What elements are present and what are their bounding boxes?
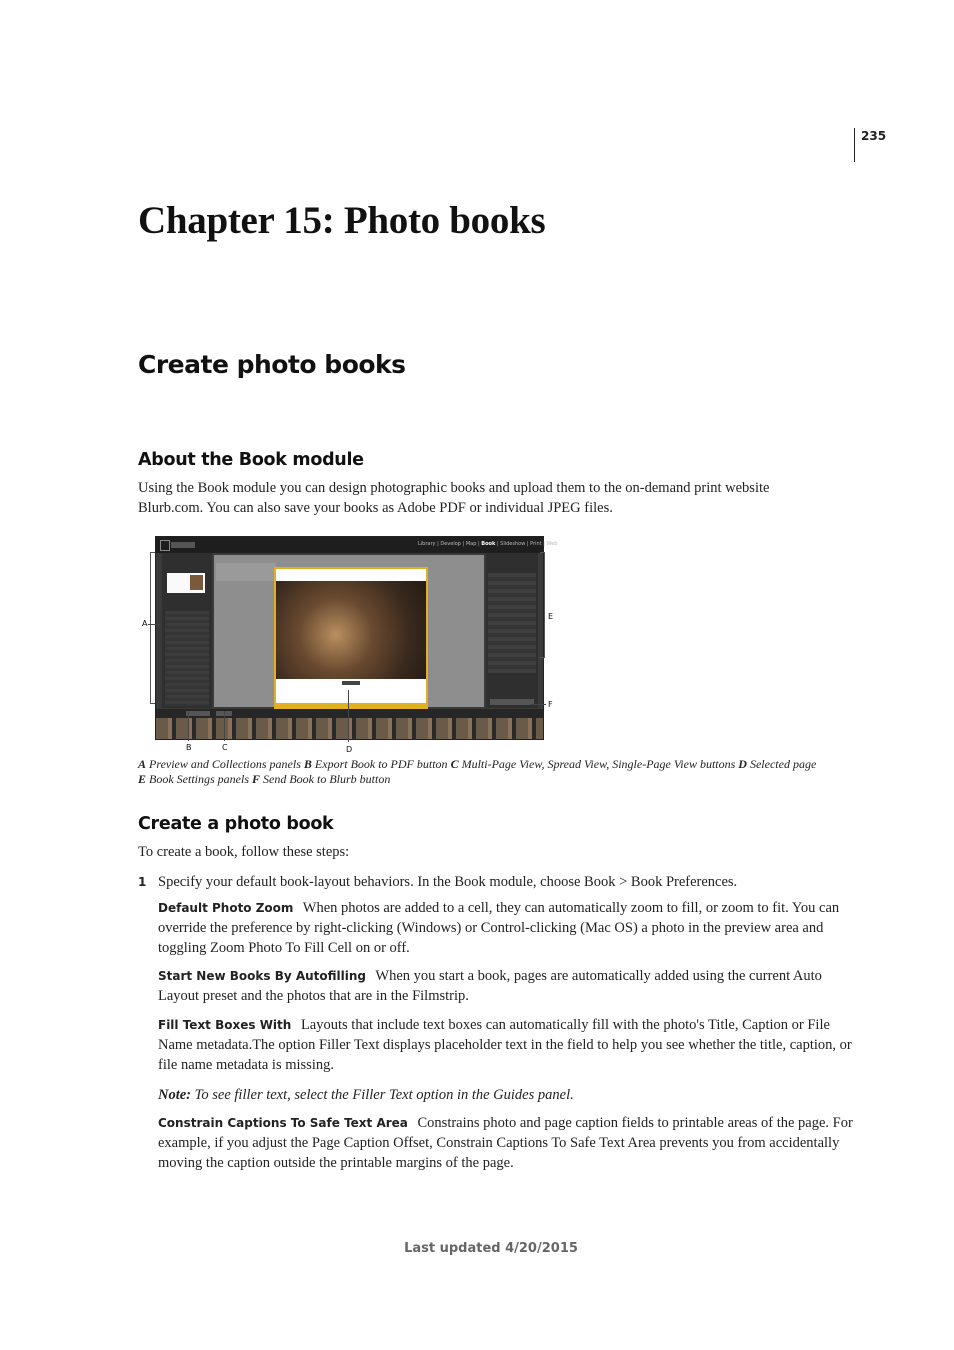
caption-letter-b: B [303, 757, 312, 771]
create-heading: Create a photo book [138, 814, 334, 834]
lightroom-logo [160, 540, 170, 551]
callout-a: A [142, 619, 148, 628]
note-text: To see filler text, select the Filler Text option in the Guides panel. [194, 1087, 574, 1103]
about-heading: About the Book module [138, 450, 364, 470]
option-description: Constrains photo and page caption fields to printable areas of the page. For example, if you adjust the Page Caption Offset, Constrain Captions To Safe Text Area prevents you from accidentally moving the caption outside the printable margins of the page. [158, 1115, 853, 1171]
tab-develop: Develop [440, 541, 461, 547]
callout-b: B [186, 743, 192, 752]
send-to-blurb-button [490, 699, 534, 705]
option-default-photo-zoom [158, 898, 858, 958]
tab-web: Web [546, 541, 558, 547]
caption-text-c: Multi-Page View, Spread View, Single-Page View buttons [458, 757, 739, 771]
filmstrip [156, 718, 543, 739]
module-tabs: Library | Develop | Map | Book | Slideshow | Print | Web [418, 541, 558, 547]
right-panel [486, 553, 538, 708]
section-title: Create photo books [138, 350, 406, 379]
note-label: Note: [158, 1087, 192, 1103]
page-number: 235 [861, 129, 887, 143]
book-module-screenshot [155, 536, 558, 740]
note [158, 1085, 858, 1105]
callout-f: F [548, 700, 553, 709]
tab-map: Map [465, 541, 477, 547]
module-top-bar [156, 537, 558, 553]
caption-letter-f: F [252, 771, 261, 786]
caption-text-b: Export Book to PDF button [311, 757, 451, 771]
option-description: When photos are added to a cell, they can automatically zoom to fill, or zoom to fit. You can override the preference by right-clicking (Windows) or Control-clicking (Mac OS) a photo in the preview area and toggling Zoom Photo To Fill Cell on or off. [158, 900, 840, 956]
caption-letter-c: C [450, 757, 459, 771]
option-term: Default Photo Zoom [158, 901, 294, 915]
page-label [342, 681, 360, 685]
caption-text-f: Send Book to Blurb button [260, 771, 391, 786]
caption-text-a: Preview and Collections panels [146, 757, 304, 771]
selected-page [274, 567, 428, 705]
callout-b-leader [188, 711, 189, 741]
option-description: When you start a book, pages are automatically added using the current Auto Layout preset and the photos that are in the Filmstrip. [158, 968, 822, 1004]
callout-f-leader [530, 704, 546, 705]
preview-thumbnail [190, 575, 203, 590]
option-fill-text-boxes [158, 1015, 858, 1075]
step-number: 1 [138, 875, 147, 889]
step-text: Specify your default book-layout behaviors. In the Book module, choose Book > Book Preferences. [158, 874, 738, 890]
option-constrain-captions [158, 1113, 858, 1173]
book-info [216, 563, 276, 581]
toolbar [156, 709, 543, 718]
callout-e: E [548, 612, 554, 621]
caption-letter-e: E [138, 771, 147, 786]
collections-panel [165, 611, 209, 706]
tab-library: Library [418, 541, 436, 547]
callout-e-bracket [540, 552, 545, 658]
book-settings-panels [488, 573, 536, 673]
identity-plate [171, 542, 195, 548]
caption-text-e: Book Settings panels [146, 771, 252, 786]
callout-c: C [222, 743, 228, 752]
tab-slideshow: Slideshow [500, 541, 526, 547]
callout-a-bracket [150, 552, 155, 704]
caption-letter-a: A [138, 757, 147, 771]
export-pdf-button [186, 711, 210, 716]
caption-letter-d: D [738, 757, 747, 771]
page-photo [276, 581, 426, 679]
book-workspace [214, 555, 484, 707]
option-term: Constrain Captions To Safe Text Area [158, 1116, 408, 1130]
create-intro: To create a book, follow these steps: [138, 844, 350, 860]
callout-d-leader [348, 690, 349, 742]
preview-panel [167, 573, 205, 593]
callout-c-leader [224, 711, 225, 741]
header-rule [854, 128, 855, 162]
callout-d: D [346, 745, 353, 754]
about-paragraph: Using the Book module you can design photographic books and upload them to the on-demand print website Blurb.com. You can also save your books as Adobe PDF or individual JPEG files. [138, 480, 770, 516]
chapter-title: Chapter 15: Photo books [138, 199, 546, 242]
option-term: Fill Text Boxes With [158, 1018, 292, 1032]
footer-last-updated: Last updated 4/20/2015 [404, 1241, 578, 1256]
left-panel [162, 553, 212, 708]
tab-book: Book [481, 541, 496, 547]
figure-caption [138, 757, 858, 786]
option-start-new-books [158, 966, 858, 1006]
option-description: Layouts that include text boxes can automatically fill with the photo's Title, Caption or File Name metadata.The option Filler Text displays placeholder text in the field to help you see whether the title, caption, or file name metadata is missing. [158, 1017, 852, 1073]
tab-print: Print [530, 541, 542, 547]
caption-text-d: Selected page [746, 757, 817, 771]
option-term: Start New Books By Autofilling [158, 969, 367, 983]
